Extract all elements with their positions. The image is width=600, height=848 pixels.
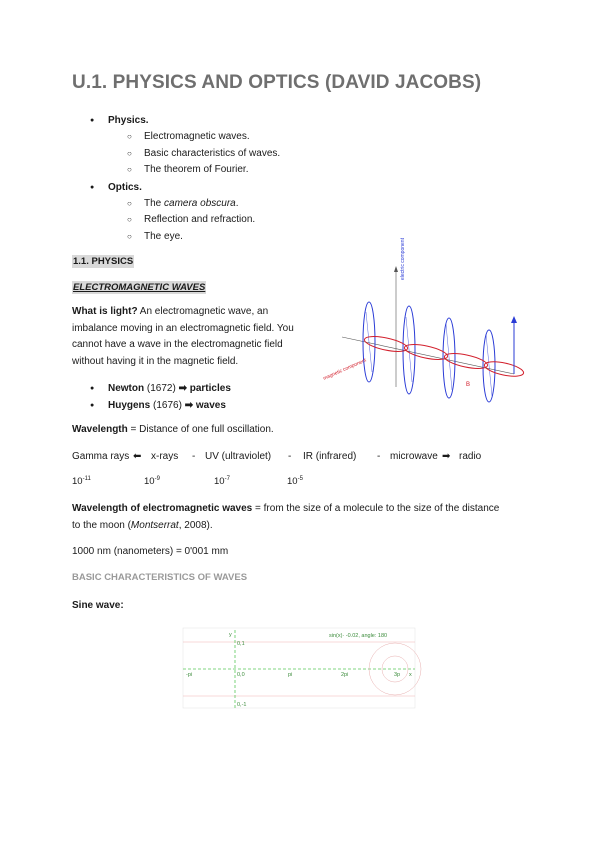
sine-wave-label — [72, 598, 124, 615]
x-axis-label: x — [409, 672, 412, 678]
base: 10 — [144, 476, 155, 488]
paragraph-nanometers: 1000 nm (nanometers) = 0'001 mm — [72, 546, 229, 557]
origin-label: 0,0 — [237, 672, 245, 678]
toc-subitem: ○ Reflection and refraction. — [108, 212, 280, 229]
bold-label: Sine wave: — [72, 600, 124, 611]
paragraph-em-wavelength — [72, 501, 502, 534]
arrow-right-icon: ➡ — [442, 451, 451, 462]
electric-wave — [363, 302, 495, 402]
toc-subitem: ○ The eye. — [108, 229, 280, 246]
list-item — [72, 380, 231, 397]
power-value — [144, 476, 160, 487]
arrow-right-icon: ➡ — [178, 383, 187, 394]
bold-lead: What is light? — [72, 306, 138, 317]
theories-list — [72, 380, 231, 414]
toc-subitem: ○ Electromagnetic waves. — [108, 129, 280, 146]
exponent: -5 — [297, 476, 303, 482]
exponent: -7 — [224, 476, 230, 482]
power-value — [72, 476, 91, 487]
text: The — [144, 197, 165, 209]
toc-item-optics — [72, 179, 280, 246]
toc-subitem — [108, 196, 280, 213]
text: = Distance of one full oscillation. — [127, 424, 274, 435]
toc-label: Physics. — [108, 115, 149, 126]
axis-arrow-icon — [394, 266, 398, 272]
magnetic-label: magnetic component — [322, 357, 368, 382]
arrow-left-icon: ⬅ — [133, 451, 142, 462]
paragraph-what-is-light — [72, 304, 308, 370]
spectrum-item: x-rays — [151, 451, 179, 462]
electric-wave-hatching — [366, 312, 492, 396]
spectrum-separator: - — [377, 451, 381, 462]
spectrum-item: Gamma rays — [72, 451, 130, 462]
arrow-right-icon: ➡ — [184, 400, 194, 411]
x-tick: -pi — [186, 672, 193, 678]
text: An electromagnetic wave, an imbalance moving in an electromagnetic field. You cannot have a wave in the electromagnetic field without having it in the magnetic field. — [72, 306, 294, 367]
bold-lead: Wavelength — [72, 424, 128, 435]
scientist-name: Huygens — [108, 400, 151, 411]
x-tick: 2pi — [341, 672, 349, 678]
scientist-name: Newton — [108, 383, 145, 394]
bold-lead: Wavelength of electromagnetic waves — [72, 503, 253, 514]
b-label: B — [466, 382, 471, 388]
e-arrow-icon — [511, 316, 517, 323]
y-axis-label: y — [229, 632, 232, 638]
toc-item-physics — [72, 112, 280, 179]
toc-sublist — [108, 129, 280, 179]
base: 10 — [287, 476, 298, 488]
year: (1676) — [150, 400, 185, 411]
power-value — [214, 476, 230, 487]
spectrum-item: UV (ultraviolet) — [205, 451, 272, 462]
electromagnetic-wave-figure — [314, 238, 529, 402]
readout-label: sin(x)· -0.02, angle: 180 — [329, 633, 388, 639]
toc-subitem: ○ The theorem of Fourier. — [108, 162, 280, 179]
power-value — [287, 476, 303, 487]
spectrum-item: IR (infrared) — [303, 451, 357, 462]
text: . — [235, 197, 239, 209]
spectrum-separator: - — [288, 451, 292, 462]
text: , 2008). — [178, 519, 213, 531]
exponent: -9 — [154, 476, 160, 482]
paragraph-wavelength — [72, 422, 274, 439]
year: (1672) — [144, 383, 179, 394]
theory: particles — [186, 383, 231, 394]
citation: Montserrat — [130, 519, 179, 531]
base: 10 — [214, 476, 225, 488]
base: 10 — [72, 476, 83, 488]
toc-subitem: ○ Basic characteristics of waves. — [108, 146, 280, 163]
page-title: U.1. PHYSICS AND OPTICS (DAVID JACOBS) — [72, 72, 482, 93]
toc-label: Optics. — [108, 181, 142, 193]
toc-sublist — [108, 196, 280, 246]
section-heading-em-waves: ELECTROMAGNETIC WAVES — [73, 282, 206, 293]
section-heading-physics: 1.1. PHYSICS — [73, 256, 134, 267]
emphasis: camera obscura — [164, 197, 236, 209]
spectrum-item: microwave — [390, 451, 438, 462]
x-tick: pi — [288, 672, 293, 678]
y-tick-bottom: 0,-1 — [237, 702, 247, 708]
table-of-contents — [72, 112, 280, 245]
exponent: -11 — [82, 476, 91, 482]
section-heading-basic-characteristics: BASIC CHARACTERISTICS OF WAVES — [72, 572, 248, 583]
x-tick: 3p — [394, 672, 401, 678]
y-tick-top: 0,1 — [237, 641, 245, 647]
list-item — [72, 397, 231, 414]
spectrum-separator: - — [192, 451, 196, 462]
sine-wave-figure — [183, 628, 415, 708]
theory: waves — [193, 400, 226, 411]
spectrum-item: radio — [459, 451, 482, 462]
electric-label: electric component — [400, 238, 406, 280]
text: = from the size of a molecule to the size of the distance to the moon ( — [72, 503, 500, 531]
